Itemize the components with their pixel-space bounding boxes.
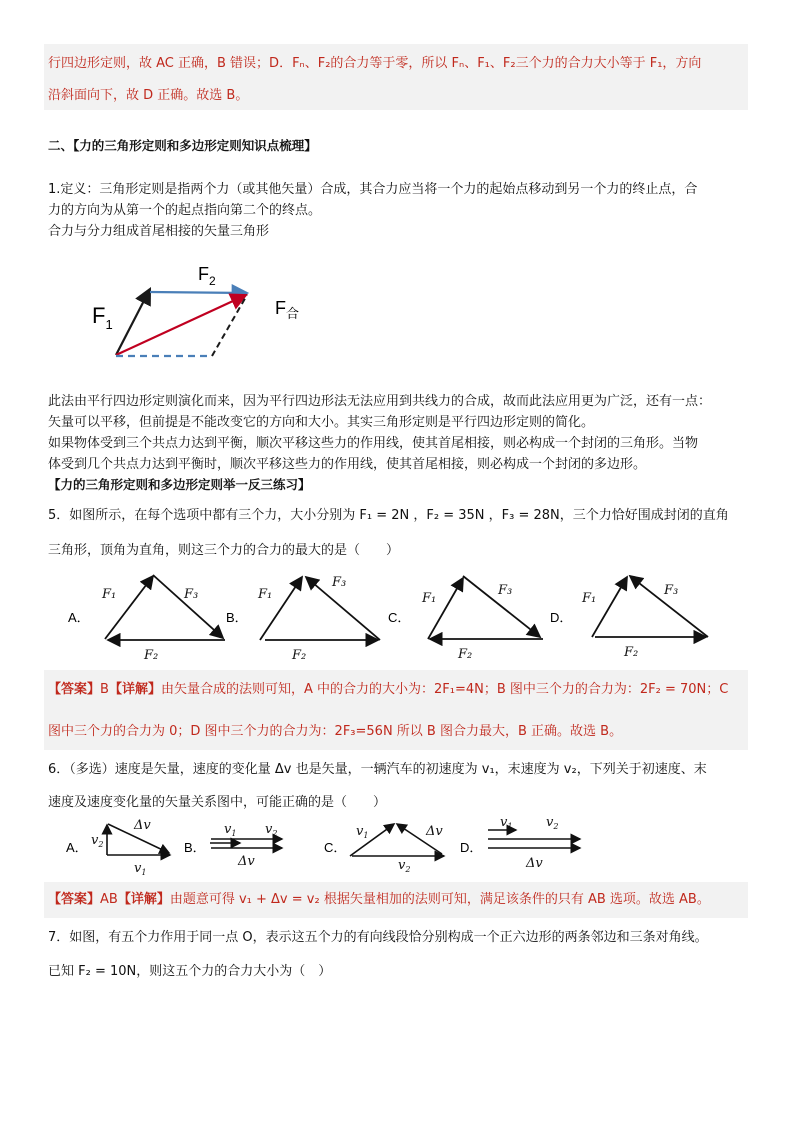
q6-option-b-label: B． (184, 840, 206, 855)
q5-c-f1: F₁ (422, 591, 437, 606)
q6-options-figure (60, 815, 600, 877)
svg-text:v2: $v_2$ (546, 815, 559, 831)
previous-answer-line-1: 行四边形定则，故 AC 正确，B 错误；D．Fₙ、F₂的合力等于零，所以 Fₙ、F₁、F₂三个力的合力大小等于 F₁，方向 (48, 56, 702, 71)
q6-answer-tag: 【答案】 (48, 892, 101, 907)
explanation-line-2: 矢量可以平移，但前提是不能改变它的方向和大小。其实三角形定则是平行四边形定则的简化。 (48, 415, 595, 430)
q5-answer-line-2: 图中三个力的合力为 0；D 图中三个力的合力为：2F₃=56N 所以 B 图合力最大，B 正确。故选 B。 (48, 724, 623, 739)
svg-text:Δv: Δv (238, 854, 255, 869)
q6-answer-text: 由题意可得 v₁ + Δv = v₂ 根据矢量相加的法则可知，满足该条件的只有 AB 选项。故选 AB。 (169, 892, 710, 907)
f2-label: $F_2$ (198, 264, 216, 288)
explanation-line-3: 如果物体受到三个共点力达到平衡，顺次平移这些力的作用线，使其首尾相接，则必构成一个封闭的三角形。当物 (48, 436, 699, 451)
q5-b-f2: F₂ (292, 648, 307, 663)
svg-text:v1: $v_1$ (500, 815, 513, 831)
q5-d-f2: F₂ (624, 645, 639, 660)
q6-option-c-label: C． (324, 840, 347, 855)
q5-option-b-label: B． (226, 610, 248, 625)
q6-option-a-label: A． (66, 840, 88, 855)
q5-d-f3: F₃ (664, 583, 679, 598)
resultant-vector (116, 295, 246, 355)
q5-a-f1: F₁ (102, 587, 117, 602)
definition-line-1: 1.定义：三角形定则是指两个力（或其他矢量）合成，其合力应当将一个力的起始点移动到另一个力的终止点，合 (48, 182, 698, 197)
parallelogram-side-dashed (212, 295, 247, 356)
triangle-rule-figure (80, 255, 340, 375)
svg-text:v2: $v_2$ (265, 822, 278, 838)
explanation-line-1: 此法由平行四边形定则演化而来，因为平行四边形法无法应用到共线力的合成，故而此法应用更为广泛，还有一点： (48, 394, 712, 409)
previous-answer-line-2: 沿斜面向下，故 D 正确。故选 B。 (48, 88, 249, 103)
q6-option-d-label: D． (460, 840, 483, 855)
explanation-line-4: 体受到几个共点力达到平衡时，顺次平移这些力的作用线，使其首尾相接，则必构成一个封闭的多边形。 (48, 457, 647, 472)
q7-line-2: 已知 F₂ = 10N，则这五个力的合力大小为（ ） (48, 964, 332, 979)
svg-text:Δv: Δv (426, 824, 443, 839)
q5-option-a-label: A． (68, 610, 90, 625)
q5-line-1: 5．如图所示，在每个选项中都有三个力，大小分别为 F₁ = 2N ，F₂ = 35N ，F₃ = 28N，三个力恰好围成封闭的直角 (48, 508, 729, 523)
f1-label: $F_1$ (92, 303, 113, 332)
svg-text:v1: $v_1$ (134, 861, 147, 877)
q6-answer-line (48, 890, 710, 910)
svg-text:Δv: Δv (526, 856, 543, 871)
svg-text:v1: $v_1$ (356, 824, 369, 840)
q6-detail-tag: 【详解】 (117, 892, 170, 907)
f2-vector (150, 292, 247, 293)
q6-line-1: 6．（多选）速度是矢量，速度的变化量 Δv 也是矢量，一辆汽车的初速度为 v₁，末速度为 v₂，下列关于初速度、末 (48, 762, 707, 777)
q6-answer-letter: AB (100, 892, 118, 907)
section-title: 二、【力的三角形定则和多边形定则知识点梳理】 (48, 138, 317, 153)
q5-line-2: 三角形，顶角为直角，则这三个力的合力的最大的是（ ） (48, 543, 400, 558)
q5-answer-text-1: 由矢量合成的法则可知，A 中的合力的大小为：2F₁=4N；B 图中三个力的合力为：2F₂ = 70N；C (160, 682, 729, 697)
definition-line-3: 合力与分力组成首尾相接的矢量三角形 (48, 224, 270, 239)
practice-title: 【力的三角形定则和多边形定则举一反三练习】 (48, 477, 311, 492)
q5-answer-line-1 (48, 680, 728, 700)
q5-b-f3: F₃ (332, 575, 347, 590)
q5-detail-tag: 【详解】 (108, 682, 161, 697)
definition-line-2: 力的方向为从第一个的起点指向第二个的终点。 (48, 203, 322, 218)
q6-line-2: 速度及速度变化量的矢量关系图中，可能正确的是（ ） (48, 795, 387, 810)
svg-text:v2: $v_2$ (398, 858, 411, 874)
q7-line-1: 7．如图，有五个力作用于同一点 O，表示这五个力的有向线段恰分别构成一个正六边形的两条邻边和三条对角线。 (48, 930, 708, 945)
svg-text:Δv: Δv (134, 818, 151, 833)
q5-a-f2: F₂ (144, 648, 159, 663)
q5-d-f1: F₁ (582, 591, 597, 606)
f1-vector (116, 289, 150, 355)
q5-a-f3: F₃ (184, 587, 199, 602)
q5-answer-tag: 【答案】 (48, 682, 101, 697)
q5-answer-letter: B (100, 682, 109, 697)
q5-option-c-label: C． (388, 610, 411, 625)
q5-c-f2: F₂ (458, 647, 473, 662)
svg-text:v2: $v_2$ (91, 833, 104, 849)
q5-c-f3: F₃ (498, 583, 513, 598)
q5-options-figure (60, 566, 730, 666)
q5-b-f1: F₁ (258, 587, 273, 602)
fhe-label: $F_合$ (275, 298, 300, 321)
svg-text:v1: $v_1$ (224, 822, 237, 838)
q5-option-d-label: D． (550, 610, 573, 625)
